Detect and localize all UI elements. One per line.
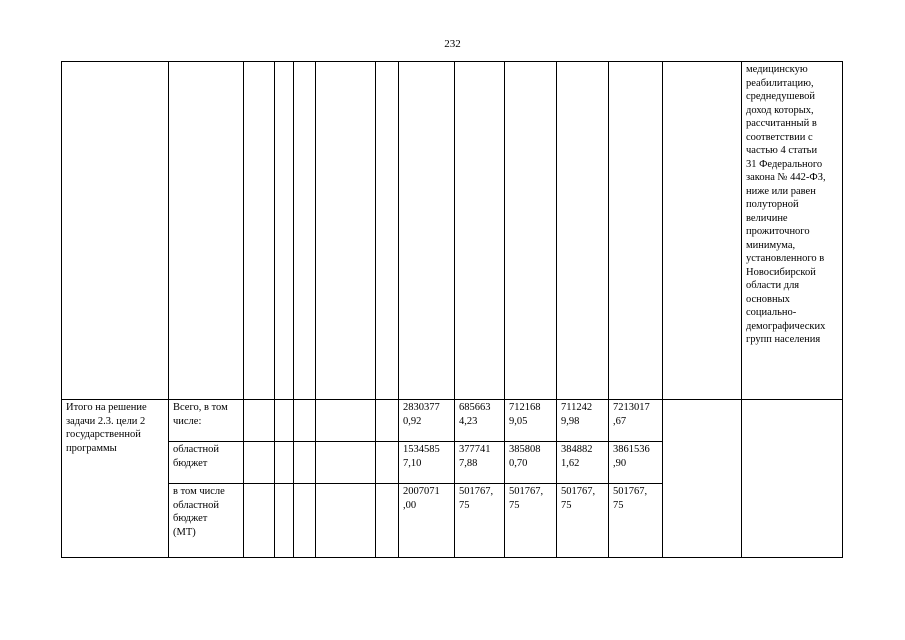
cell: [244, 484, 275, 558]
description-line: реабилитацию,: [746, 77, 814, 89]
row-label-line: бюджет: [173, 513, 208, 524]
value-line: 75: [459, 499, 470, 511]
row-label-cell: [169, 484, 244, 558]
description-line: основных: [746, 293, 790, 305]
cell: [663, 62, 742, 400]
value-cell: [557, 442, 609, 484]
value-line: 4,23: [459, 415, 478, 427]
value-cell: [455, 400, 505, 442]
value-line: 711242: [561, 402, 593, 413]
cell: [609, 62, 663, 400]
value-line: 2007071: [403, 486, 440, 497]
value-cell: [399, 442, 455, 484]
value-line: 9,98: [561, 415, 580, 427]
row-label-line: Всего, в том: [173, 402, 228, 413]
table-row-total: [62, 400, 843, 442]
description-line: социально-: [746, 307, 797, 318]
cell: [399, 62, 455, 400]
cell: [316, 442, 376, 484]
description-line: закона № 442-ФЗ,: [746, 172, 826, 183]
cell: [244, 62, 275, 400]
value-line: ,00: [403, 499, 417, 511]
cell: [244, 442, 275, 484]
value-line: 384882: [561, 444, 593, 455]
table-row-continuation: [62, 62, 843, 400]
cell: [455, 62, 505, 400]
description-line: Новосибирской: [746, 266, 816, 278]
value-cell: [399, 484, 455, 558]
description-line: величине: [746, 212, 788, 224]
cell: [505, 62, 557, 400]
cell: [275, 62, 294, 400]
value-line: 75: [613, 499, 624, 511]
row-label-line: в том числе: [173, 486, 225, 497]
description-line: ниже или равен: [746, 185, 816, 197]
value-line: 501767,: [613, 486, 648, 497]
cell: [376, 62, 399, 400]
cell: [376, 484, 399, 558]
value-line: 501767,: [561, 486, 596, 497]
cell: [376, 442, 399, 484]
value-line: 1534585: [403, 444, 440, 455]
description-line: среднедушевой: [746, 91, 816, 102]
summary-title-line: задачи 2.3. цели 2: [66, 415, 146, 427]
cell: [376, 400, 399, 442]
value-line: 685663: [459, 402, 491, 413]
value-cell: [505, 400, 557, 442]
value-line: 0,92: [403, 415, 422, 427]
value-line: 75: [509, 499, 520, 511]
value-cell: [505, 442, 557, 484]
value-cell: [557, 484, 609, 558]
cell: [742, 400, 843, 558]
value-cell: [557, 400, 609, 442]
summary-title-cell: [62, 400, 169, 558]
description-line: полуторной: [746, 199, 799, 210]
description-line: частью 4 статьи: [746, 145, 818, 156]
description-line: рассчитанный в: [746, 118, 817, 129]
cell: [275, 484, 294, 558]
value-cell: [399, 400, 455, 442]
budget-table: [61, 61, 843, 558]
row-label-line: числе:: [173, 415, 202, 427]
value-cell: [455, 484, 505, 558]
cell: [316, 400, 376, 442]
description-line: групп населения: [746, 334, 821, 345]
value-line: 7,88: [459, 457, 478, 469]
description-line: минимума,: [746, 239, 796, 251]
value-line: ,90: [613, 457, 627, 469]
value-cell: [505, 484, 557, 558]
value-line: 3861536: [613, 444, 650, 455]
description-line: соответствии с: [746, 131, 813, 143]
summary-title-line: Итого на решение: [66, 402, 147, 413]
row-label-cell: [169, 400, 244, 442]
summary-title-line: программы: [66, 442, 117, 454]
value-cell: [609, 442, 663, 484]
value-line: 501767,: [509, 486, 544, 497]
row-label-line: областной: [173, 499, 219, 511]
value-line: 0,70: [509, 457, 528, 469]
summary-title-line: государственной: [66, 429, 141, 440]
cell: [663, 400, 742, 558]
cell: [557, 62, 609, 400]
value-line: 712168: [509, 402, 541, 413]
value-line: 7,10: [403, 457, 422, 469]
cell: [275, 400, 294, 442]
cell: [316, 62, 376, 400]
description-line: демографических: [746, 320, 826, 332]
cell: [294, 442, 316, 484]
value-line: ,67: [613, 415, 627, 427]
value-line: 7213017: [613, 402, 650, 413]
row-label-line: (МТ): [173, 526, 196, 538]
value-cell: [609, 484, 663, 558]
cell: [294, 62, 316, 400]
description-line: 31 Федерального: [746, 158, 823, 170]
value-line: 1,62: [561, 457, 580, 469]
row-label-line: областной: [173, 444, 219, 455]
value-cell: [609, 400, 663, 442]
cell: [62, 62, 169, 400]
cell: [275, 442, 294, 484]
cell: [316, 484, 376, 558]
description-line: медицинскую: [746, 64, 808, 75]
value-line: 501767,: [459, 486, 494, 497]
row-label-line: бюджет: [173, 457, 208, 469]
cell: [294, 484, 316, 558]
row-label-cell: [169, 442, 244, 484]
cell: [294, 400, 316, 442]
description-cell: [742, 62, 843, 400]
description-line: доход которых,: [746, 104, 814, 116]
value-cell: [455, 442, 505, 484]
value-line: 2830377: [403, 402, 440, 413]
description-line: области для: [746, 280, 800, 291]
cell: [169, 62, 244, 400]
page-number: 232: [444, 38, 461, 50]
value-line: 377741: [459, 444, 491, 455]
description-line: установленного в: [746, 253, 825, 264]
description-line: прожиточного: [746, 226, 810, 237]
value-line: 385808: [509, 444, 541, 455]
value-line: 9,05: [509, 415, 528, 427]
value-line: 75: [561, 499, 572, 511]
cell: [244, 400, 275, 442]
